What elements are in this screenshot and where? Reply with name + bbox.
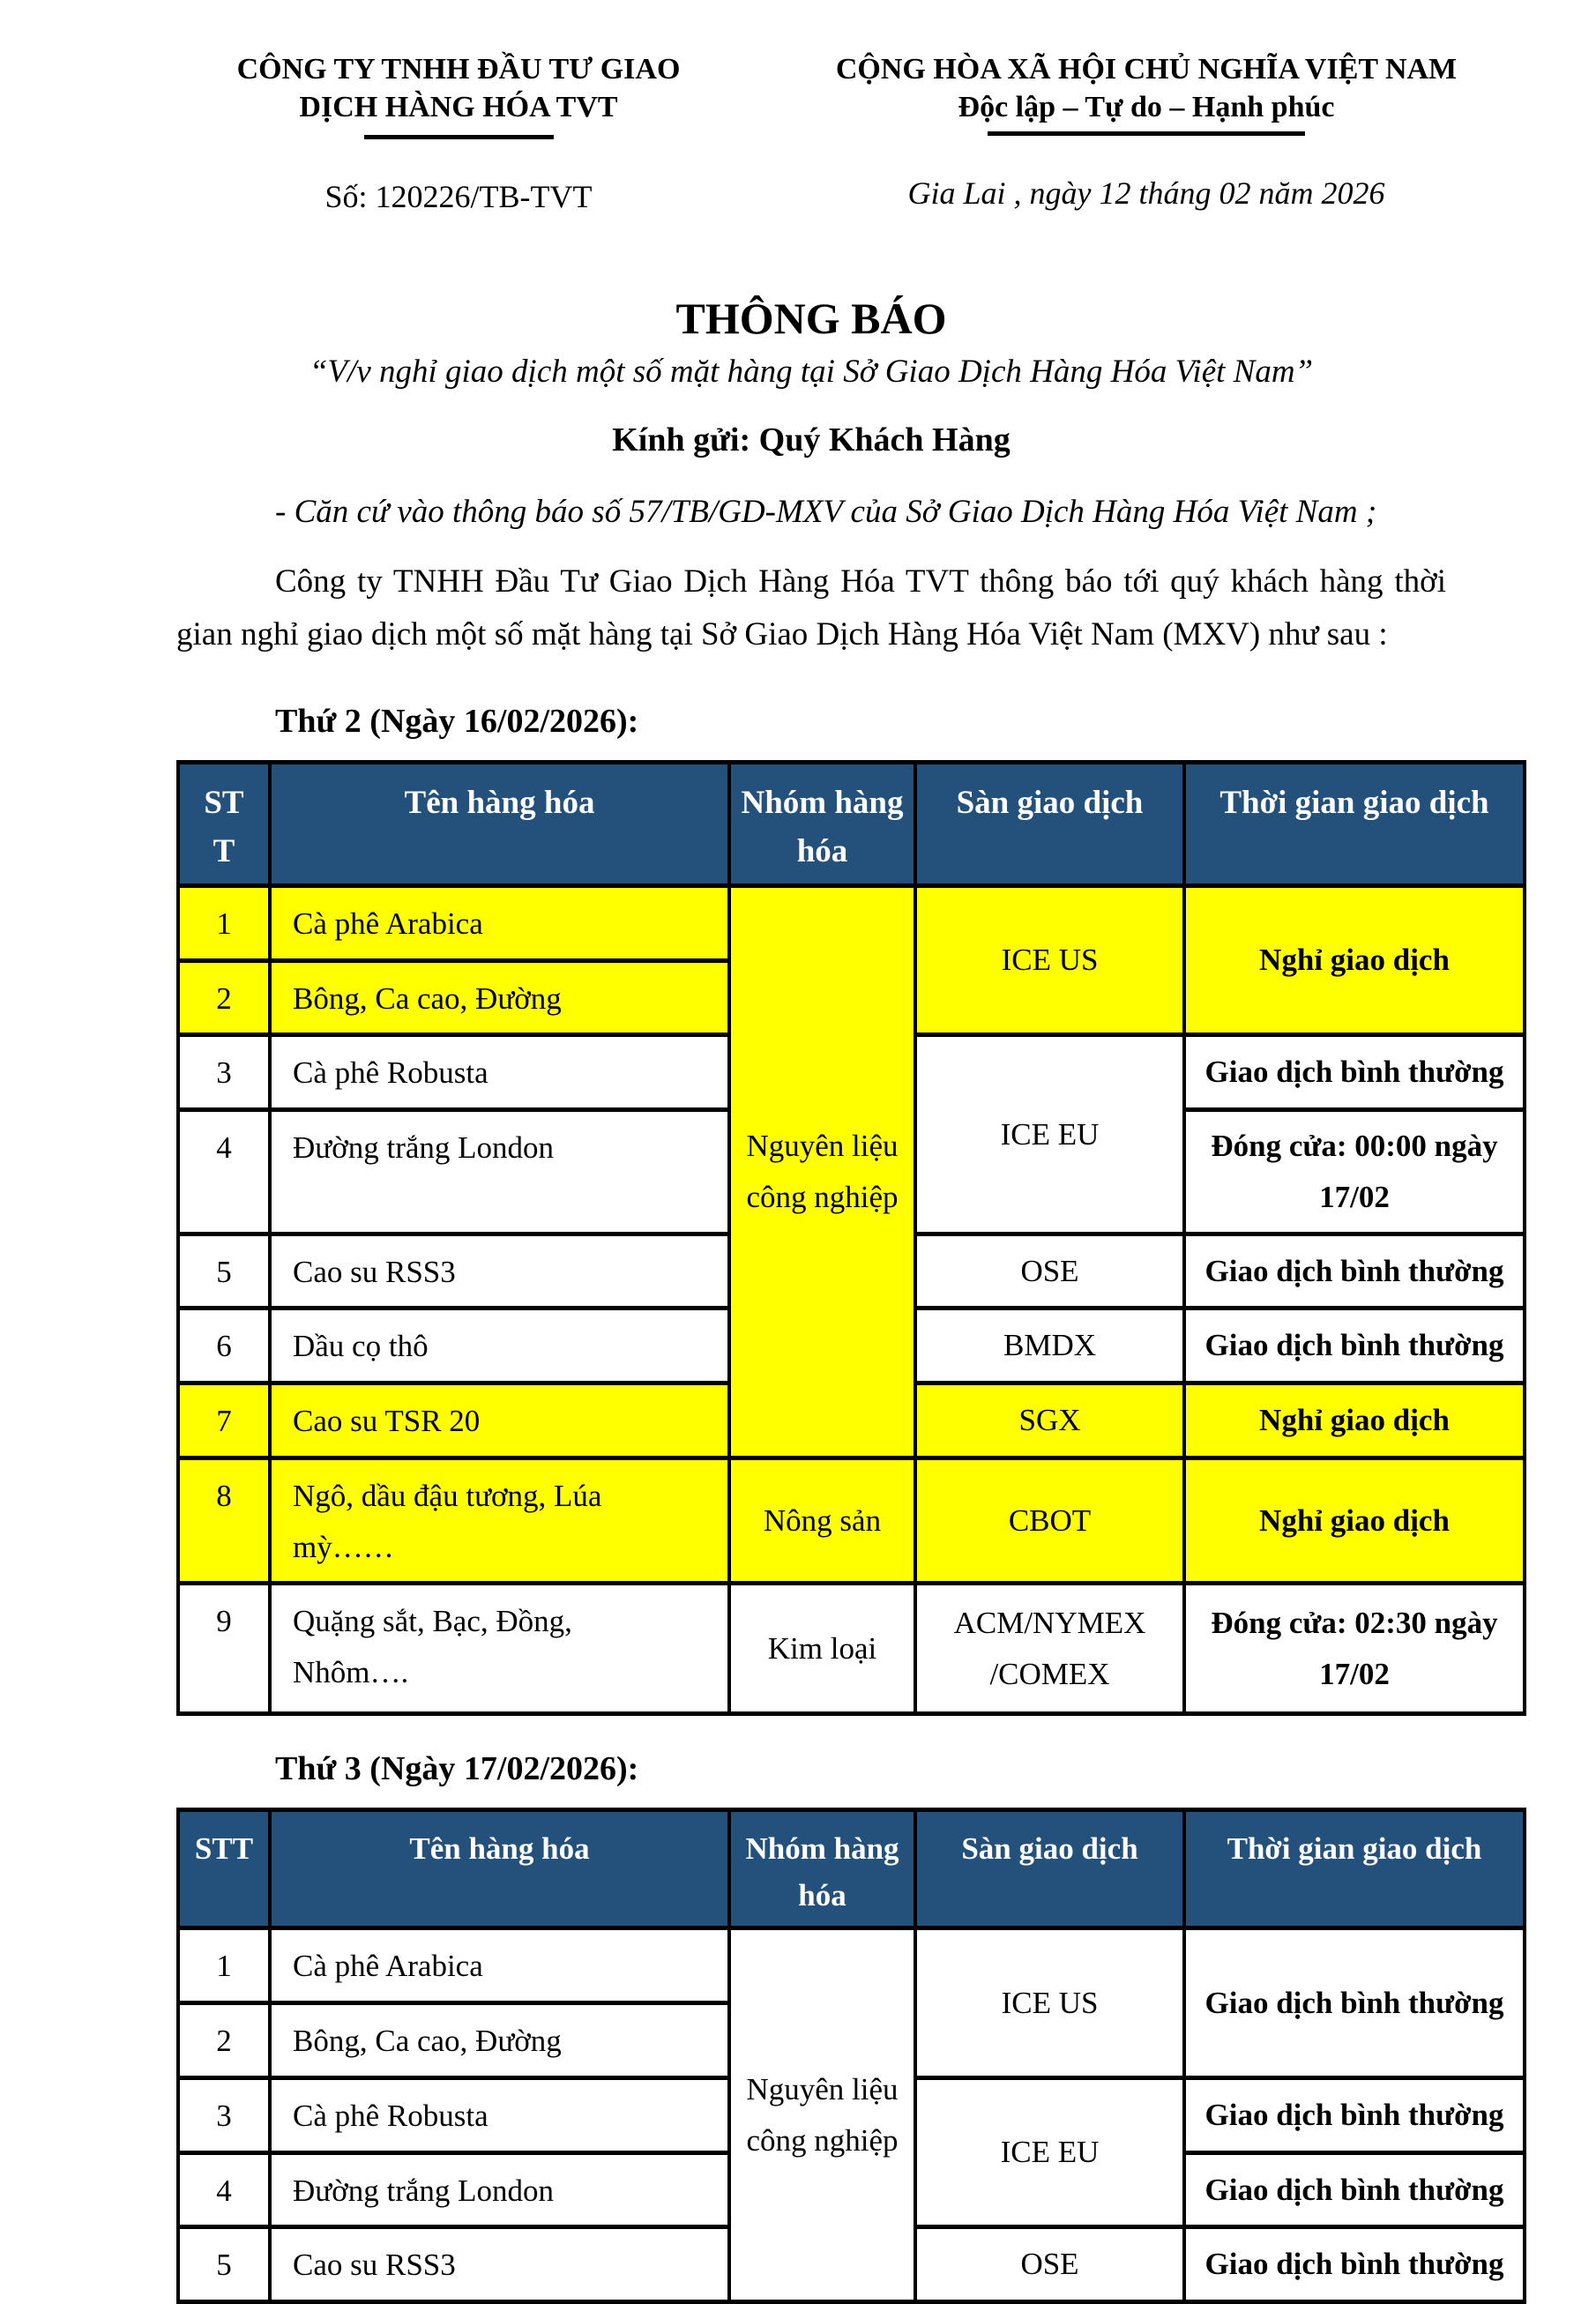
national-motto-line2: Độc lập – Tự do – Hạnh phúc xyxy=(958,90,1335,123)
cell-product-name: Bông, Ca cao, Đường xyxy=(270,960,729,1035)
cell-trading-time: Nghỉ giao dịch xyxy=(1184,1458,1525,1584)
cell-stt: 3 xyxy=(178,2077,270,2152)
table-row xyxy=(178,1584,1525,1714)
cell-exchange: ICE EU xyxy=(915,2077,1184,2227)
cell-trading-time: Đóng cửa: 02:30 ngày 17/02 xyxy=(1184,1584,1525,1714)
cell-product-group: Nông sản xyxy=(729,1458,915,1584)
cell-trading-time: Giao dịch bình thường xyxy=(1184,1309,1525,1383)
cell-stt: 5 xyxy=(178,1234,270,1309)
notice-basis-line: - Căn cứ vào thông báo số 57/TB/GD-MXV của Sở Giao Dịch Hàng Hóa Việt Nam ; xyxy=(275,494,1377,530)
cell-stt: 1 xyxy=(178,1928,270,2003)
cell-product-name: Cao su RSS3 xyxy=(270,2227,729,2302)
table-header-trading-time: Thời gian giao dịch xyxy=(1184,1810,1525,1928)
table-header-product-group: Nhóm hàng hóa xyxy=(729,762,915,885)
table-header-product-group: Nhóm hàng hóa xyxy=(729,1810,915,1928)
cell-product-name: Ngô, dầu đậu tương, Lúa mỳ…… xyxy=(270,1458,729,1584)
motto-underline xyxy=(988,131,1305,136)
cell-stt: 7 xyxy=(178,1383,270,1458)
cell-exchange: ACM/NYMEX /COMEX xyxy=(915,1584,1184,1714)
notice-salutation: Kính gửi: Quý Khách Hàng xyxy=(612,421,1011,459)
cell-product-name: Đường trắng London xyxy=(270,2152,729,2227)
cell-stt: 4 xyxy=(178,2152,270,2227)
cell-trading-time: Giao dịch bình thường xyxy=(1184,2077,1525,2152)
schedule-table-monday xyxy=(176,760,1526,1717)
cell-exchange: ICE US xyxy=(915,1928,1184,2078)
cell-product-name: Dầu cọ thô xyxy=(270,1309,729,1383)
notice-title: THÔNG BÁO xyxy=(675,294,947,343)
cell-trading-time: Nghỉ giao dịch xyxy=(1184,1383,1525,1458)
cell-stt: 3 xyxy=(178,1035,270,1110)
national-motto-line1: CỘNG HÒA XÃ HỘI CHỦ NGHĨA VIỆT NAM xyxy=(835,53,1458,86)
notice-body xyxy=(176,293,1504,2304)
cell-stt: 9 xyxy=(178,1584,270,1714)
letterhead-company-block xyxy=(132,51,785,215)
cell-product-name: Cà phê Robusta xyxy=(270,1035,729,1110)
table-row xyxy=(178,1458,1525,1584)
cell-trading-time: Giao dịch bình thường xyxy=(1184,2227,1525,2302)
cell-exchange: CBOT xyxy=(915,1458,1184,1584)
cell-stt: 6 xyxy=(178,1309,270,1383)
cell-product-group: Nguyên liệu công nghiệp xyxy=(729,885,915,1458)
cell-product-name: Đường trắng London xyxy=(270,1110,729,1234)
cell-product-name: Cà phê Arabica xyxy=(270,885,729,960)
company-name-line1: CÔNG TY TNHH ĐẦU TƯ GIAO xyxy=(236,53,681,86)
table-header-exchange: Sàn giao dịch xyxy=(915,1810,1184,1928)
cell-product-name: Bông, Ca cao, Đường xyxy=(270,2003,729,2078)
cell-product-name: Cao su RSS3 xyxy=(270,1234,729,1309)
cell-trading-time: Đóng cửa: 00:00 ngày 17/02 xyxy=(1184,1110,1525,1234)
cell-product-name: Cà phê Arabica xyxy=(270,1928,729,2003)
table-header-row xyxy=(178,762,1525,885)
table-header-trading-time: Thời gian giao dịch xyxy=(1184,762,1525,885)
cell-product-group: Kim loại xyxy=(729,1584,915,1714)
cell-trading-time: Nghỉ giao dịch xyxy=(1184,885,1525,1035)
table-header-exchange: Sàn giao dịch xyxy=(915,762,1184,885)
document-number: Số: 120226/TB-TVT xyxy=(324,179,593,214)
cell-stt: 2 xyxy=(178,960,270,1035)
company-name-line2: DỊCH HÀNG HÓA TVT xyxy=(299,90,618,123)
table-header-product-name: Tên hàng hóa xyxy=(270,1810,729,1928)
cell-product-name: Cao su TSR 20 xyxy=(270,1383,729,1458)
cell-exchange: BMDX xyxy=(915,1309,1184,1383)
company-underline xyxy=(364,135,554,139)
cell-stt: 1 xyxy=(178,885,270,960)
notice-subject: “V/v nghỉ giao dịch một số mặt hàng tại Sở Giao Dịch Hàng Hóa Việt Nam” xyxy=(309,354,1314,390)
cell-product-group: Nguyên liệu công nghiệp xyxy=(729,1928,915,2302)
cell-product-name: Quặng sắt, Bạc, Đồng, Nhôm…. xyxy=(270,1584,729,1714)
section-caption-tuesday: Thứ 3 (Ngày 17/02/2026): xyxy=(275,1750,639,1788)
table-header-row xyxy=(178,1810,1525,1928)
cell-trading-time: Giao dịch bình thường xyxy=(1184,1234,1525,1309)
cell-trading-time: Giao dịch bình thường xyxy=(1184,1035,1525,1110)
cell-exchange: OSE xyxy=(915,2227,1184,2302)
cell-exchange: SGX xyxy=(915,1383,1184,1458)
cell-exchange: ICE EU xyxy=(915,1035,1184,1234)
cell-product-name: Cà phê Robusta xyxy=(270,2077,729,2152)
notice-paragraph: Công ty TNHH Đầu Tư Giao Dịch Hàng Hóa TVT thông báo tới quý khách hàng thời gian nghỉ giao dịch một số mặt hàng tại Sở Giao Dịch Hàng Hóa Việt Nam (MXV) như sau : xyxy=(176,563,1446,652)
cell-stt: 2 xyxy=(178,2003,270,2078)
cell-trading-time: Giao dịch bình thường xyxy=(1184,2152,1525,2227)
table-header-stt: STT xyxy=(178,762,270,885)
letterhead-national-block xyxy=(785,51,1525,215)
cell-trading-time: Giao dịch bình thường xyxy=(1184,1928,1525,2078)
place-and-date: Gia Lai , ngày 12 tháng 02 năm 2026 xyxy=(907,175,1385,211)
table-header-stt: STT xyxy=(178,1810,270,1928)
cell-stt: 4 xyxy=(178,1110,270,1234)
cell-stt: 5 xyxy=(178,2227,270,2302)
table-header-product-name: Tên hàng hóa xyxy=(270,762,729,885)
cell-exchange: ICE US xyxy=(915,885,1184,1035)
cell-stt: 8 xyxy=(178,1458,270,1584)
cell-exchange: OSE xyxy=(915,1234,1184,1309)
schedule-table-tuesday xyxy=(176,1808,1526,2304)
table-row xyxy=(178,1928,1525,2003)
letterhead xyxy=(0,0,1596,215)
section-caption-monday: Thứ 2 (Ngày 16/02/2026): xyxy=(275,702,639,740)
table-row xyxy=(178,885,1525,960)
